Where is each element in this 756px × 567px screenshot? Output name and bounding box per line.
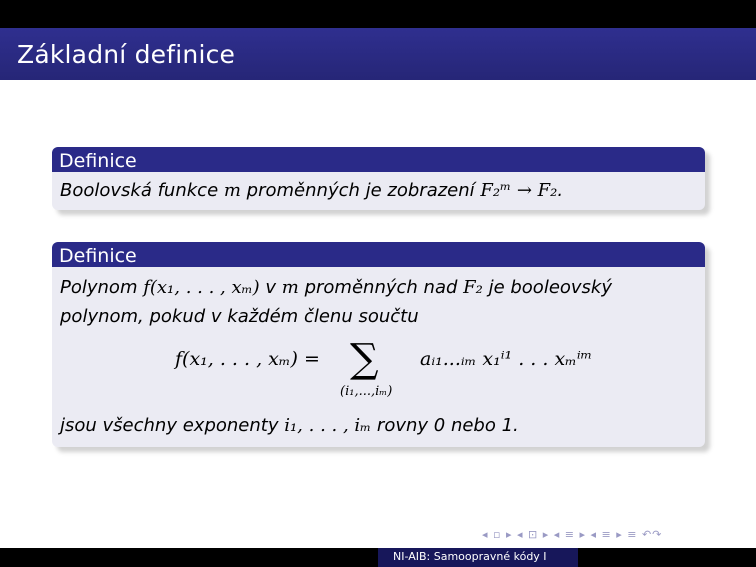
text: je booleovský bbox=[482, 277, 613, 298]
block-heading: Definice bbox=[52, 147, 705, 172]
text: proměnných nad bbox=[298, 277, 464, 298]
slide-title: Základní definice bbox=[0, 28, 756, 80]
math-f: f(x₁, . . . , xₘ) bbox=[143, 277, 260, 298]
text: v bbox=[259, 277, 282, 298]
text: jsou všechny exponenty bbox=[60, 415, 285, 436]
definition-block-1 bbox=[52, 147, 705, 210]
text: Polynom bbox=[60, 277, 144, 298]
text: Boolovská funkce bbox=[60, 180, 224, 201]
block-heading: Definice bbox=[52, 242, 705, 267]
display-formula bbox=[60, 336, 695, 403]
formula-lhs: f(x₁, . . . , xₘ) = bbox=[175, 348, 320, 370]
sum-index: (i₁,...,iₘ) bbox=[340, 384, 393, 399]
text: . bbox=[557, 180, 564, 201]
paragraph-line-2: polynom, pokud v každém členu součtu bbox=[60, 306, 419, 327]
formula-rhs: aᵢ₁...ᵢₘ x₁ⁱ¹ . . . xₘⁱᵐ bbox=[420, 348, 593, 370]
math-mapping: F₂ᵐ → F₂ bbox=[480, 180, 558, 201]
math-indices: i₁, . . . , iₘ bbox=[284, 415, 372, 436]
footer-bar bbox=[0, 548, 756, 567]
text: rovny 0 nebo 1. bbox=[371, 415, 519, 436]
block-body bbox=[52, 267, 705, 447]
top-bar bbox=[0, 0, 756, 28]
paragraph-line-1 bbox=[60, 273, 695, 302]
math-field: F₂ bbox=[463, 277, 483, 298]
math-m: m bbox=[281, 277, 299, 298]
definition-block-2 bbox=[52, 242, 705, 447]
navigation-symbols[interactable]: ◂ ▫ ▸ ◂ ⊡ ▸ ◂ ≡ ▸ ◂ ≡ ▸ ≡ ↶↷ bbox=[482, 528, 663, 541]
text: proměnných je zobrazení bbox=[240, 180, 481, 201]
block-body bbox=[52, 172, 705, 210]
math-m: m bbox=[223, 180, 241, 201]
sum-symbol: ∑ bbox=[350, 336, 379, 382]
paragraph-line-last bbox=[60, 411, 695, 440]
footer-title: NI-AIB: Samoopravné kódy I bbox=[378, 548, 578, 567]
